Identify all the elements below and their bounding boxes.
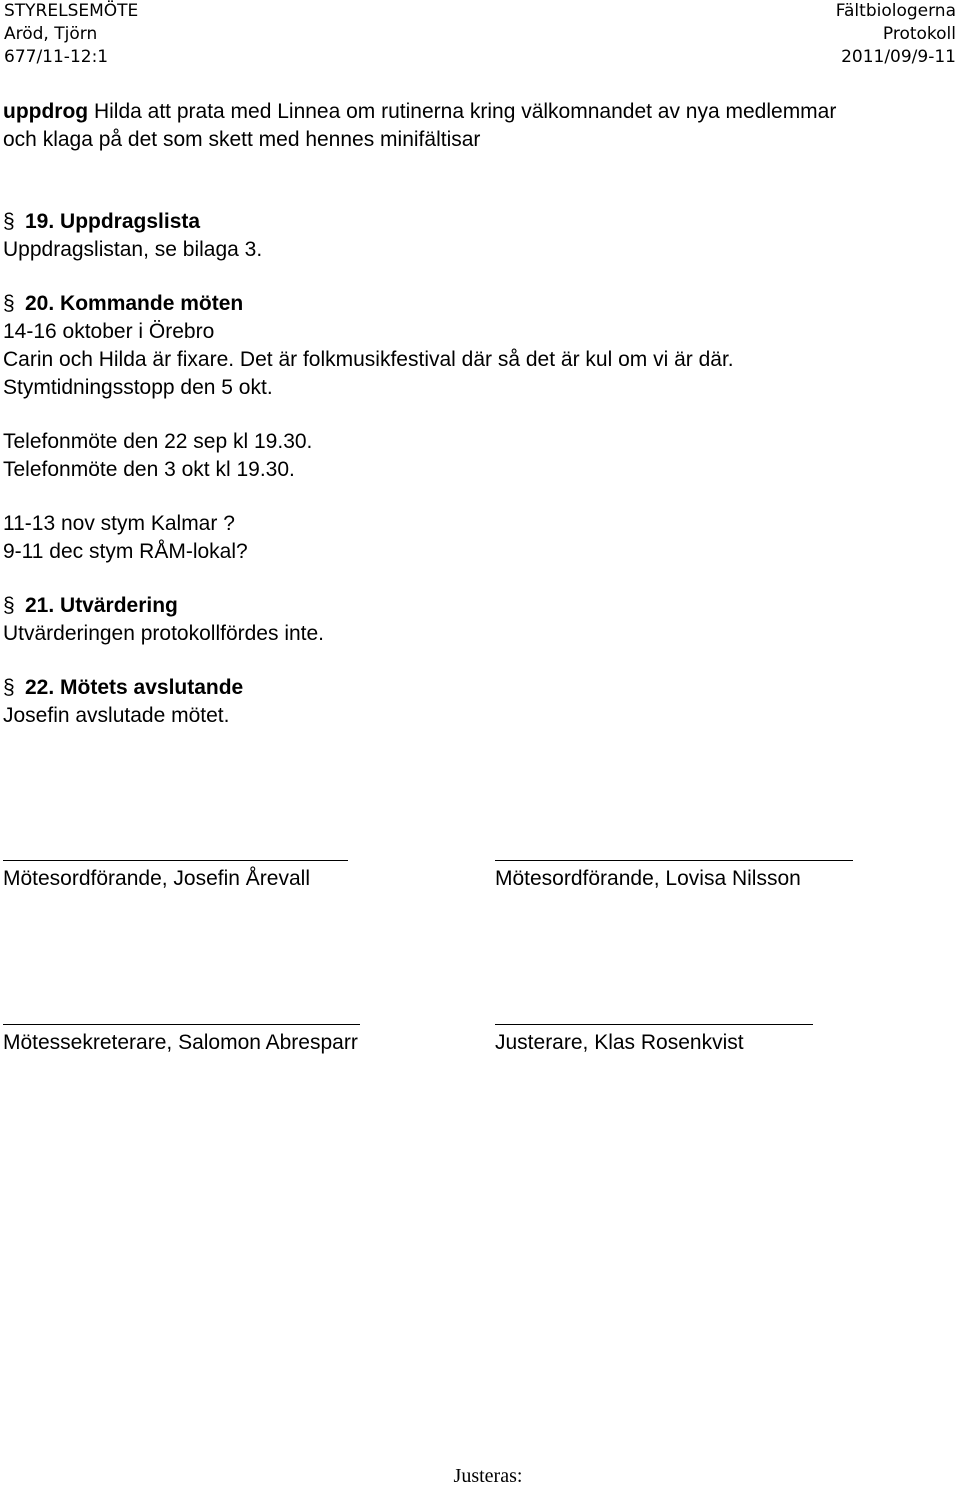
section-20-heading (3, 290, 243, 318)
section-20-line: 11-13 nov stym Kalmar ? (3, 512, 235, 535)
header-document-type: Protokoll (882, 24, 956, 44)
signature-line (495, 1024, 813, 1025)
signature-label: Mötessekreterare, Salomon Abresparr (3, 1031, 358, 1054)
section-19-line: Uppdragslistan, se bilaga 3. (3, 238, 263, 261)
section-20-line: 9-11 dec stym RÅM-lokal? (3, 540, 248, 563)
section-20-line: Carin och Hilda är fixare. Det är folkmusikfestival där så det är kul om vi är där. (3, 348, 734, 371)
intro-line-2: och klaga på det som skett med hennes minifältisar (3, 128, 481, 151)
section-sign-icon: § (3, 292, 15, 315)
signature-block (495, 1024, 813, 1057)
section-22-line: Josefin avslutade mötet. (3, 704, 230, 727)
signature-block (495, 860, 853, 893)
section-sign-icon: § (3, 594, 15, 617)
page-footer (0, 1464, 960, 1488)
signature-label: Justerare, Klas Rosenkvist (495, 1031, 744, 1054)
footer-justeras-label: Justeras: (453, 1465, 523, 1487)
page-header (0, 0, 960, 69)
section-20-line: 14-16 oktober i Örebro (3, 320, 215, 343)
section-sign-icon: § (3, 210, 15, 233)
header-location: Aröd, Tjörn (4, 24, 98, 44)
header-row-1 (0, 0, 960, 23)
signature-line (3, 860, 348, 861)
header-reference-number: 677/11-12:1 (4, 47, 109, 67)
section-19-title: 19. Uppdragslista (25, 210, 201, 233)
section-20-title: 20. Kommande möten (25, 292, 244, 315)
section-22-heading (3, 674, 243, 702)
section-sign-icon: § (3, 676, 15, 699)
signature-block (3, 1024, 360, 1057)
section-19-heading (3, 208, 200, 236)
intro-line-1-text: Hilda att prata med Linnea om rutinerna kring välkomnandet av nya medlemmar (88, 100, 837, 123)
section-20-line: Telefonmöte den 3 okt kl 19.30. (3, 458, 295, 481)
header-date: 2011/09/9-11 (841, 47, 956, 67)
header-meeting-type: STYRELSEMÖTE (4, 1, 139, 21)
section-21-title: 21. Utvärdering (25, 594, 178, 617)
header-row-2 (0, 23, 960, 46)
intro-bold-word: uppdrog (3, 100, 89, 123)
signature-line (495, 860, 853, 861)
signature-line (3, 1024, 360, 1025)
section-20-line: Stymtidningsstopp den 5 okt. (3, 376, 273, 399)
header-row-3 (0, 46, 960, 69)
intro-line-1 (3, 98, 836, 126)
signature-label: Mötesordförande, Josefin Årevall (3, 867, 310, 890)
section-22-title: 22. Mötets avslutande (25, 676, 244, 699)
header-organization: Fältbiologerna (835, 1, 956, 21)
section-21-heading (3, 592, 178, 620)
section-21-line: Utvärderingen protokollfördes inte. (3, 622, 325, 645)
section-20-line: Telefonmöte den 22 sep kl 19.30. (3, 430, 313, 453)
signature-label: Mötesordförande, Lovisa Nilsson (495, 867, 801, 890)
signature-block (3, 860, 348, 893)
